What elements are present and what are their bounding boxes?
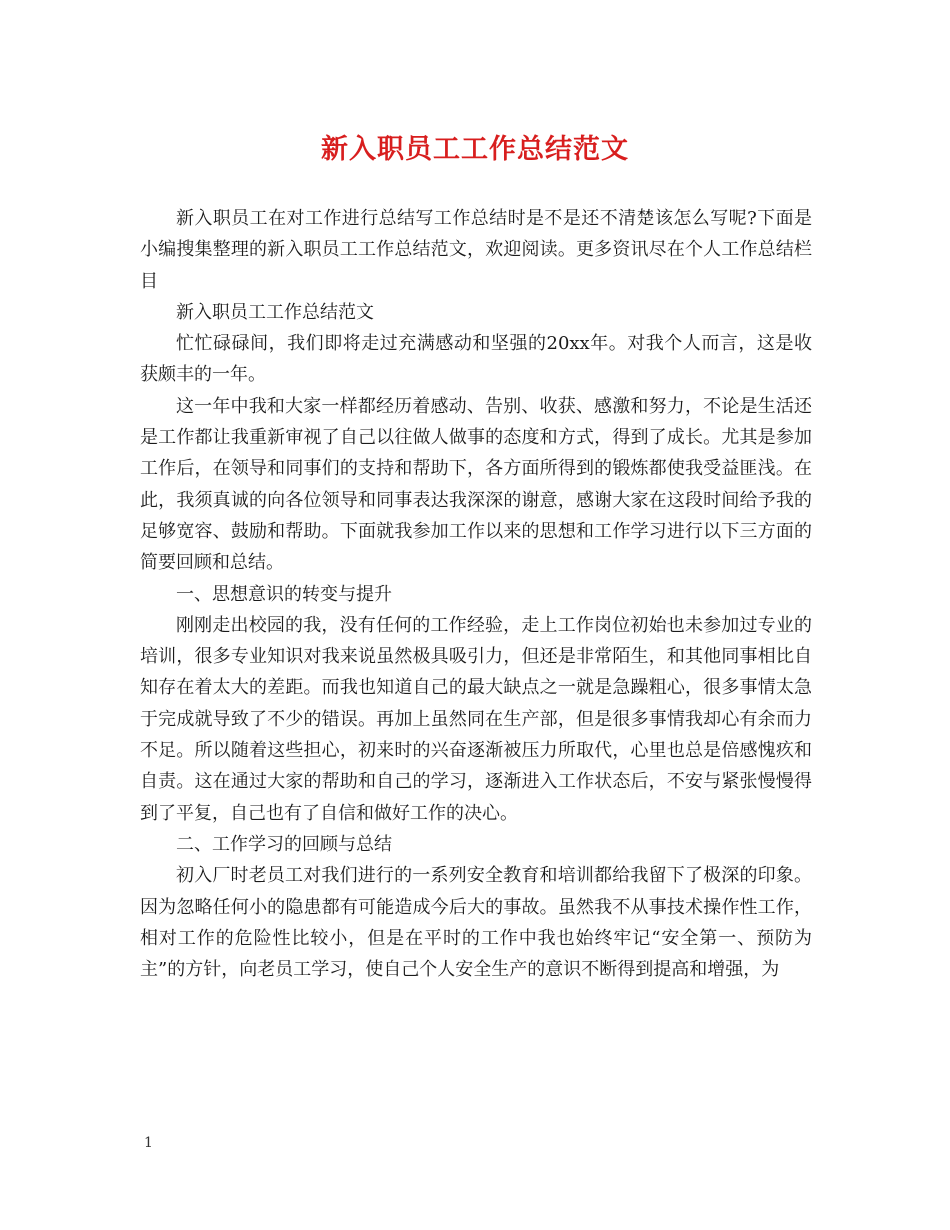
paragraph-section-1: 刚刚走出校园的我，没有任何的工作经验，走上工作岗位初始也未参加过专业的培训，很多专业知识对我来说虽然极具吸引力，但还是非常陌生，和其他同事相比自知存在着太大的差距。而我也知道自己的最大缺点之一就是急躁粗心，很多事情太急于完成就导致了不少的错误。再加上虽然同在生产部，但是很多事情我却心有余而力不足。所以随着这些担心，初来时的兴奋逐渐被压力所取代，心里也总是倍感愧疚和自责。这在通过大家的帮助和自己的学习，逐渐进入工作状态后，不安与紧张慢慢得到了平复，自己也有了自信和做好工作的决心。 <box>140 614 812 824</box>
paragraph-opening: 忙忙碌碌间，我们即将走过充满感动和坚强的20xx年。对我个人而言，这是收获颇丰的一年。 <box>140 333 812 386</box>
page-number: 1 <box>144 1135 153 1151</box>
document-body <box>140 203 812 985</box>
paragraph-section-2: 初入厂时老员工对我们进行的一系列安全教育和培训都给我留下了极深的印象。因为忽略任何小的隐患都有可能造成今后大的事故。虽然我不从事技术操作性工作，相对工作的危险性比较小，但是在平时的工作中我也始终牢记“安全第一、预防为主”的方针，向老员工学习，使自己个人安全生产的意识不断得到提高和增强，为 <box>140 865 812 981</box>
document-title: 新入职员工工作总结范文 <box>321 134 629 165</box>
section-heading-1: 一、思想意识的转变与提升 <box>176 583 392 605</box>
paragraph-intro: 新入职员工在对工作进行总结写工作总结时是不是还不清楚该怎么写呢?下面是小编搜集整理的新入职员工工作总结范文，欢迎阅读。更多资讯尽在个人工作总结栏目 <box>140 208 812 292</box>
paragraph-gratitude: 这一年中我和大家一样都经历着感动、告别、收获、感激和努力，不论是生活还是工作都让我重新审视了自己以往做人做事的态度和方式，得到了成长。尤其是参加工作后，在领导和同事们的支持和帮助下，各方面所得到的锻炼都使我受益匪浅。在此，我须真诚的向各位领导和同事表达我深深的谢意，感谢大家在这段时间给予我的足够宽容、鼓励和帮助。下面就我参加工作以来的思想和工作学习进行以下三方面的简要回顾和总结。 <box>140 395 812 574</box>
paragraph-subtitle: 新入职员工工作总结范文 <box>176 301 374 323</box>
section-heading-2: 二、工作学习的回顾与总结 <box>176 833 392 855</box>
